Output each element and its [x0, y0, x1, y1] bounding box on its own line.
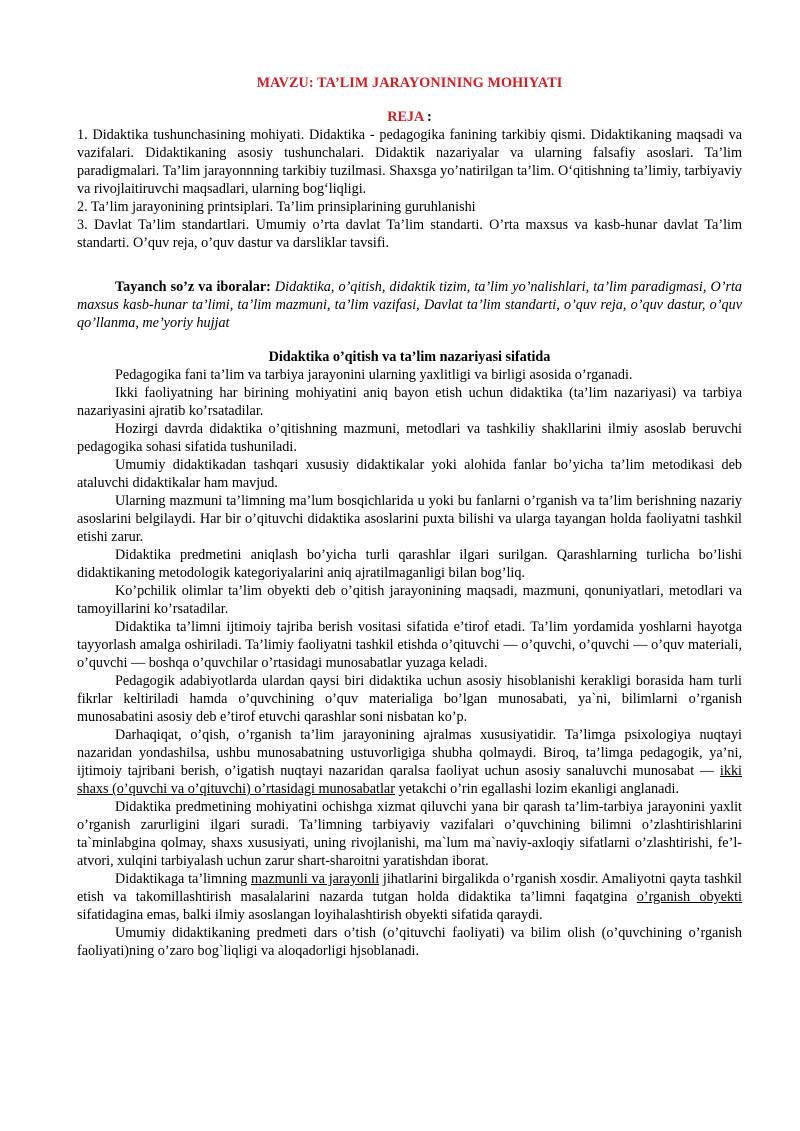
keywords-paragraph [77, 278, 742, 332]
plan-item: 1. Didaktika tushunchasining mohiyati. Didaktika - pedagogika fanining tarkibiy qismi. Didaktikaning maqsadi va vazifalari. Didaktikaning asosiy tushunchalari. Didaktik nazariyalar va ularning falsafiy asoslari. Ta’lim paradigmalari. Ta’lim jarayonnning tarkibiy tuzilmasi. Shaxsga yo’natirilgan ta’lim. O‘qitishning ta’limiy, tarbiyaviy va rivojlaitiruvchi maqsadlari, ularning bog‘liqligi. [77, 127, 742, 197]
paragraph-text: Didaktikaga ta’limning [115, 871, 252, 887]
paragraph: Didaktika predmetining mohiyatini ochishga xizmat qiluvchi yana bir qarash ta’lim-tarbiya jarayonini yaxlit o’rganish zarurligini ilgari suradi. Ta’limning tarbiyaviy vazifalari o’quvchining bilimni o’zlashtirishlarini ta`minlabgina qolmay, shaxs xususiyati, uning rivojlanishi, ma`lum ma`naviy-axloqiy sifatlarni o’zlashtirishi, fe’l-atvori, xulqini tarbiyalash uchun zarur shart-sharoitni yaratishdan iborat. [77, 799, 742, 869]
plan-heading-colon: : [423, 109, 432, 125]
keywords-list: Didaktika, o’qitish, didaktik tizim, ta’lim yo’nalishlari, ta’lim paradigmasi, O’rta maxsus kasb-hunar ta’limi, ta’lim mazmuni, ta’lim vazifasi, Davlat ta’lim standarti, o’quv reja, o’quv dastur, o’quv qo’llanma, me’yoriy hujjat [77, 279, 742, 331]
paragraph: Hozirgi davrda didaktika o’qitishning mazmuni, metodlari va tashkiliy shakllarini ilmiy asoslab beruvchi pedagogika sohasi sifatida tushuniladi. [77, 421, 742, 455]
paragraph: Pedagogik adabiyotlarda ulardan qaysi biri didaktika uchun asosiy hisoblanishi kerakligi borasida ham turli fikrlar keltiriladi hamda o’quvchining o’quv materialiga bo’lgan munosabati, ya`ni, bilimlarni o’rganish munosabatini asosiy deb e’tirof etuvchi qarashlar soni nisbatan ko’p. [77, 673, 742, 725]
paragraph: Didaktika ta’limni ijtimoiy tajriba berish vositasi sifatida e’tirof etadi. Ta’lim yordamida yoshlarni hayotga tayyorlash amalga oshiriladi. Ta’limiy faoliyatni tashkil etishda o’qituvchi — o’quvchi, o’quvchi — o’quv materiali, o’quvchi — boshqa o’quvchilar o’rtasidagi munosabatlar yuzaga keladi. [77, 619, 742, 671]
plan-heading [77, 108, 742, 126]
underlined-phrase: ikki shaxs (o’quvchi va o’qituvchi) o’rtasidagi munosabatlar [77, 763, 742, 797]
paragraph-text: yetakchi o’rin egallashi lozim ekanligi anglanadi. [394, 781, 680, 797]
section-title: Didaktika o’qitish va ta’lim nazariyasi sifatida [268, 349, 551, 365]
paragraph-text: Darhaqiqat, o’qish, o’rganish ta’lim jarayonining ajralmas xususiyatidir. Ta’limga psixologiya nuqtayi nazaridan yondashilsa, ushbu munosabatning ustuvorligiga shubha qolmaydi. Biroq, ta’limga pedagogik, ya’ni, ijtimoiy tajribani berish, o’igatish nuqtayi nazaridan qaralsa faoliyat uchun asosiy sanaluvchi munosabat — [77, 727, 742, 779]
body-text [77, 366, 742, 960]
paragraph: Ko’pchilik olimlar ta’lim obyekti deb o’qitish jarayonining maqsadi, mazmuni, qonuniyatlari, metodlari va tamoyillarini ko’rsatadilar. [77, 583, 742, 617]
paragraph: Umumiy didaktikadan tashqari xususiy didaktikalar yoki alohida fanlar bo’yicha ta’lim metodikasi deb ataluvchi didaktikalar ham mavjud. [77, 457, 742, 491]
keywords-label: Tayanch so’z va iboralar: [115, 279, 271, 295]
plan-item: 2. Ta’lim jarayonining printsiplari. Ta’lim prinsiplarining guruhlanishi [77, 199, 476, 215]
plan-item: 3. Davlat Ta’lim standartlari. Umumiy o’rta davlat Ta’lim standarti. O’rta maxsus va kasb-hunar davlat Ta’lim standarti. O’quv reja, o’quv dastur va darsliklar tavsifi. [77, 217, 742, 251]
underlined-phrase: mazmunli va jarayonli [251, 871, 380, 887]
underlined-phrase: o’rganish obyekti [636, 889, 742, 905]
document-title: MAVZU: TA’LIM JARAYONINING MOHIYATI [256, 75, 563, 91]
paragraph: Ularning mazmuni ta’limning ma’lum bosqichlarida u yoki bu fanlarni o’rganish va ta’lim berishning nazariy asoslarini belgilaydi. Har bir o’qituvchi didaktika asoslarini puxta bilishi va ularga tayangan holda faoliyatni tashkil etishi zarur. [77, 493, 742, 545]
paragraph: Didaktika predmetini aniqlash bo’yicha turli qarashlar ilgari surilgan. Qarashlarning turlicha bo’lishi didaktikaning metodologik kategoriyalarini aniq ajratilmaganligi bilan bog’liq. [77, 547, 742, 581]
paragraph [77, 726, 742, 798]
paragraph-text: sifatidagina emas, balki ilmiy asoslangan loyihalashtirish obyekti sifatida qaraydi. [77, 907, 543, 923]
paragraph-text: jihatlarini birgalikda o’rganish xosdir. Amaliyotni qayta tashkil etish va takomillashtirish masalalarini nazarda tutgan holda didaktika ta’limni faqatgina [77, 871, 742, 905]
paragraph [77, 870, 742, 924]
plan-heading-label: REJA [387, 109, 424, 125]
paragraph: Umumiy didaktikaning predmeti dars o’tish (o’qituvchi faoliyati) va bilim olish (o’quvchining o’rganish faoliyati)ning o’zaro bog`liqligi va aloqadorligi hjsoblanadi. [77, 925, 742, 959]
paragraph: Ikki faoliyatning har birining mohiyatini aniq bayon etish uchun didaktika (ta’lim nazariyasi) va tarbiya nazariyasini ajratib ko’rsatadilar. [77, 385, 742, 419]
paragraph: Pedagogika fani ta’lim va tarbiya jarayonini ularning yaxlitligi va birligi asosida o’rganadi. [115, 367, 633, 383]
plan-list [77, 126, 742, 252]
